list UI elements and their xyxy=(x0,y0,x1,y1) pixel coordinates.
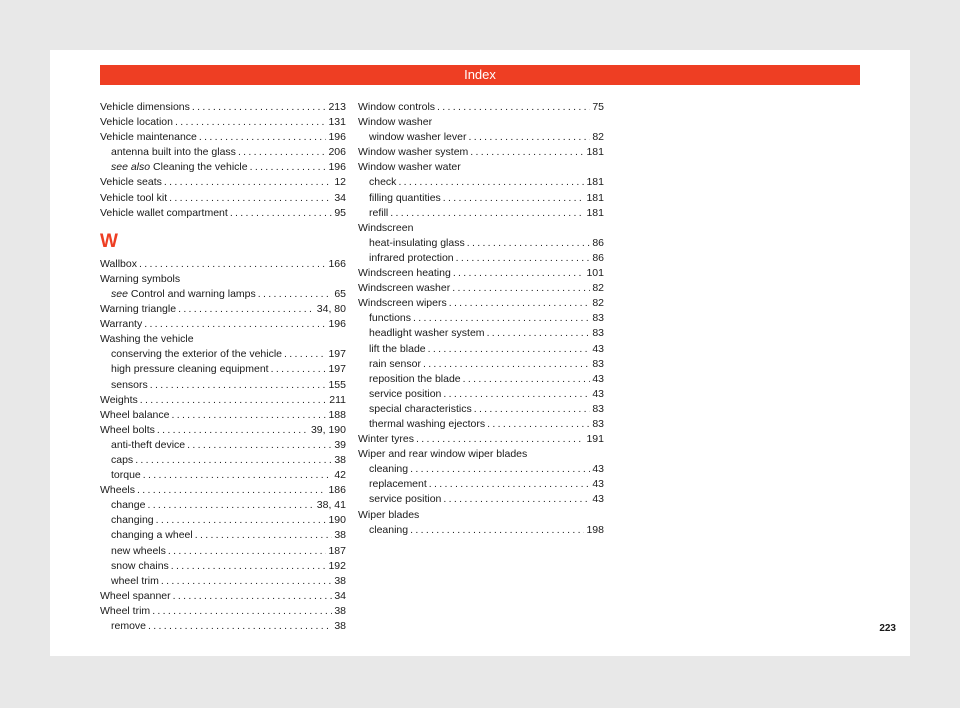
index-subentry xyxy=(358,251,604,266)
see-reference: see also xyxy=(111,161,151,174)
index-entry xyxy=(100,408,346,423)
dot-leader xyxy=(168,544,327,559)
entry-term-text: window washer lever xyxy=(369,131,467,144)
index-heading: Windscreen xyxy=(358,221,414,234)
section-letter: W xyxy=(100,230,118,252)
entry-term xyxy=(111,513,154,528)
index-subentry xyxy=(100,287,346,302)
entry-term-text: Winter tyres xyxy=(358,433,415,446)
entry-term-text: Vehicle location xyxy=(100,116,173,129)
entry-term-text: new wheels xyxy=(111,544,166,557)
index-subentry xyxy=(100,145,346,160)
dot-leader xyxy=(487,326,591,341)
dot-leader xyxy=(150,378,327,393)
entry-term xyxy=(111,378,148,393)
entry-term-text: special characteristics xyxy=(369,402,472,415)
entry-page-ref: 181 xyxy=(586,206,604,219)
entry-term xyxy=(100,100,190,115)
dot-leader xyxy=(171,559,327,574)
entry-term-text: headlight washer system xyxy=(369,327,485,340)
index-entry xyxy=(358,145,604,160)
entry-page-ref: 197 xyxy=(328,348,346,361)
index-column-right xyxy=(358,100,604,538)
entry-term-text: anti-theft device xyxy=(111,438,186,451)
entry-term-text: sensors xyxy=(111,378,148,391)
index-entry xyxy=(100,100,346,115)
entry-page-ref: 211 xyxy=(329,393,346,406)
dot-leader xyxy=(144,317,326,332)
dot-leader xyxy=(474,402,591,417)
entry-term-text: check xyxy=(369,176,397,189)
index-entry xyxy=(358,266,604,281)
entry-page-ref: 181 xyxy=(586,191,604,204)
entry-page-ref: 75 xyxy=(592,101,604,113)
entry-term xyxy=(369,372,461,387)
entry-term-text: Vehicle maintenance xyxy=(100,131,197,144)
entry-term xyxy=(111,468,141,483)
index-subentry xyxy=(100,544,346,559)
entry-page-ref: 43 xyxy=(592,342,604,355)
entry-term xyxy=(111,287,256,302)
entry-page-ref: 83 xyxy=(592,312,604,325)
entry-term xyxy=(369,175,396,190)
entry-page-ref: 166 xyxy=(328,257,346,270)
entry-page-ref: 192 xyxy=(328,559,346,572)
entry-term-text: service position xyxy=(369,387,442,400)
entry-term xyxy=(100,130,197,145)
index-subentry xyxy=(358,311,604,326)
entry-term xyxy=(100,302,176,317)
dot-leader xyxy=(390,206,584,221)
entry-term xyxy=(111,619,146,634)
entry-term xyxy=(358,432,414,447)
dot-leader xyxy=(195,528,333,543)
index-entry xyxy=(100,206,346,221)
index-entry xyxy=(100,302,346,317)
index-entry xyxy=(358,281,604,296)
entry-term xyxy=(100,408,169,423)
index-subentry xyxy=(100,378,346,393)
entry-term-text: high pressure cleaning equipment xyxy=(111,363,269,376)
entry-term-text: Windscreen washer xyxy=(358,282,451,295)
entry-page-ref: 197 xyxy=(328,363,346,376)
entry-page-ref: 43 xyxy=(592,372,604,385)
dot-leader xyxy=(143,468,333,483)
dot-leader xyxy=(157,423,309,438)
index-subentry xyxy=(358,417,604,432)
index-entry xyxy=(100,483,346,498)
entry-term-text: Control and warning lamps xyxy=(127,287,256,300)
index-entry xyxy=(100,130,346,145)
entry-term-text: Vehicle wallet compartment xyxy=(100,206,228,219)
entry-term-text: Weights xyxy=(100,393,138,406)
index-entry xyxy=(100,589,346,604)
entry-term xyxy=(369,130,466,145)
index-subentry xyxy=(100,513,346,528)
entry-term xyxy=(369,417,485,432)
index-subentry xyxy=(358,326,604,341)
entry-term-text: Wheel spanner xyxy=(100,589,171,602)
entry-page-ref: 34, 80 xyxy=(316,303,346,316)
entry-term-text: cleaning xyxy=(369,523,409,536)
index-subentry xyxy=(358,357,604,372)
entry-term xyxy=(111,347,282,362)
page-number: 223 xyxy=(879,623,896,634)
dot-leader xyxy=(152,604,332,619)
entry-term-text: Cleaning the vehicle xyxy=(150,161,248,174)
dot-leader xyxy=(258,287,333,302)
entry-term xyxy=(369,251,454,266)
dot-leader xyxy=(148,619,332,634)
index-subentry xyxy=(358,342,604,357)
dot-leader xyxy=(164,175,332,190)
dot-leader xyxy=(467,236,591,251)
index-subentry xyxy=(358,462,604,477)
entry-term-text: filling quantities xyxy=(369,191,441,204)
entry-term-text: remove xyxy=(111,620,147,632)
entry-page-ref: 83 xyxy=(592,327,604,340)
entry-page-ref: 38 xyxy=(334,620,346,632)
entry-term xyxy=(100,115,173,130)
dot-leader xyxy=(443,191,585,206)
entry-page-ref: 39, 190 xyxy=(310,423,346,436)
index-subentry xyxy=(358,477,604,492)
entry-term-text: Wheels xyxy=(100,484,136,497)
index-heading: Wiper blades xyxy=(358,508,420,521)
index-heading: Wiper and rear window wiper blades xyxy=(358,448,528,461)
index-subentry xyxy=(358,372,604,387)
index-entry xyxy=(100,393,346,408)
dot-leader xyxy=(443,387,590,402)
entry-term-text: Window washer system xyxy=(358,146,469,159)
entry-page-ref: 43 xyxy=(592,478,604,491)
entry-term-text: reposition the blade xyxy=(369,372,461,385)
index-heading: Window washer xyxy=(358,116,433,129)
dot-leader xyxy=(169,191,332,206)
entry-term-text: heat-insulating glass xyxy=(369,236,465,249)
entry-term xyxy=(369,387,441,402)
entry-page-ref: 39 xyxy=(334,438,346,451)
entry-page-ref: 155 xyxy=(328,378,346,391)
entry-term-text: Warranty xyxy=(100,318,143,331)
entry-term xyxy=(111,145,236,160)
entry-term xyxy=(100,257,137,272)
index-entry xyxy=(100,191,346,206)
entry-term-text: changing xyxy=(111,514,154,527)
entry-page-ref: 83 xyxy=(592,417,604,430)
index-subentry xyxy=(100,528,346,543)
index-subentry xyxy=(358,130,604,145)
entry-page-ref: 95 xyxy=(334,206,346,219)
index-subentry xyxy=(358,206,604,221)
dot-leader xyxy=(398,175,584,190)
entry-term-text: rain sensor xyxy=(369,357,421,370)
index-subentry xyxy=(358,175,604,190)
entry-page-ref: 86 xyxy=(592,236,604,249)
entry-term xyxy=(369,342,426,357)
entry-page-ref: 38, 41 xyxy=(316,499,346,512)
entry-term-text: thermal washing ejectors xyxy=(369,417,486,430)
entry-page-ref: 83 xyxy=(592,357,604,370)
entry-term-text: caps xyxy=(111,453,134,466)
entry-term-text: changing a wheel xyxy=(111,529,193,542)
entry-term-text: antenna built into the glass xyxy=(111,146,236,159)
entry-page-ref: 206 xyxy=(328,146,346,159)
entry-page-ref: 196 xyxy=(328,131,346,144)
dot-leader xyxy=(423,357,590,372)
index-heading: Washing the vehicle xyxy=(100,333,194,346)
dot-leader xyxy=(147,498,314,513)
entry-page-ref: 213 xyxy=(328,101,346,113)
entry-term xyxy=(111,362,269,377)
entry-term-text: Wheel trim xyxy=(100,604,151,617)
entry-page-ref: 86 xyxy=(592,251,604,264)
index-subentry xyxy=(100,160,346,175)
entry-term xyxy=(100,206,228,221)
dot-leader xyxy=(137,483,326,498)
entry-term-text: Warning triangle xyxy=(100,303,177,316)
entry-page-ref: 38 xyxy=(334,529,346,542)
index-subentry xyxy=(358,387,604,402)
entry-term xyxy=(358,100,435,115)
dot-leader xyxy=(250,160,327,175)
entry-page-ref: 196 xyxy=(328,318,346,331)
entry-term-text: Wallbox xyxy=(100,257,137,270)
index-heading: Window washer water xyxy=(358,161,461,174)
entry-term xyxy=(100,175,162,190)
entry-page-ref: 82 xyxy=(592,282,604,295)
entry-term xyxy=(111,160,248,175)
dot-leader xyxy=(173,589,333,604)
entry-term-text: torque xyxy=(111,469,141,482)
entry-term xyxy=(100,393,138,408)
entry-page-ref: 82 xyxy=(592,131,604,144)
entry-term-text: cleaning xyxy=(369,463,409,476)
index-subentry xyxy=(100,619,346,634)
dot-leader xyxy=(453,266,585,281)
entry-page-ref: 43 xyxy=(592,387,604,400)
entry-page-ref: 131 xyxy=(328,116,346,129)
entry-term xyxy=(369,311,411,326)
index-subentry xyxy=(358,523,604,538)
dot-leader xyxy=(187,438,332,453)
entry-term xyxy=(100,423,155,438)
entry-page-ref: 42 xyxy=(334,469,346,482)
index-subentry xyxy=(100,574,346,589)
entry-term xyxy=(111,559,169,574)
dot-leader xyxy=(284,347,326,362)
entry-term-text: Wheel balance xyxy=(100,408,170,421)
dot-leader xyxy=(238,145,327,160)
dot-leader xyxy=(178,302,315,317)
index-entry xyxy=(100,175,346,190)
entry-page-ref: 43 xyxy=(592,493,604,506)
entry-term xyxy=(369,492,441,507)
index-subentry xyxy=(100,559,346,574)
entry-term-text: Vehicle dimensions xyxy=(100,101,190,113)
entry-term-text: service position xyxy=(369,493,442,506)
dot-leader xyxy=(156,513,327,528)
dot-leader xyxy=(192,100,327,115)
entry-term xyxy=(111,453,133,468)
index-subentry xyxy=(358,236,604,251)
entry-term-text: Vehicle seats xyxy=(100,176,162,189)
dot-leader xyxy=(410,462,590,477)
dot-leader xyxy=(171,408,326,423)
entry-page-ref: 191 xyxy=(586,433,604,446)
index-entry xyxy=(100,257,346,272)
index-entry xyxy=(358,296,604,311)
entry-term-text: Vehicle tool kit xyxy=(100,191,168,204)
index-subentry xyxy=(100,498,346,513)
entry-term-text: change xyxy=(111,499,146,512)
dot-leader xyxy=(161,574,332,589)
index-entry xyxy=(100,604,346,619)
entry-page-ref: 101 xyxy=(586,267,604,280)
dot-leader xyxy=(135,453,332,468)
dot-leader xyxy=(175,115,327,130)
entry-term xyxy=(369,402,472,417)
entry-term-text: replacement xyxy=(369,478,427,491)
entry-page-ref: 198 xyxy=(586,523,604,536)
entry-term-text: Windscreen wipers xyxy=(358,297,447,310)
entry-term-text: Window controls xyxy=(358,101,436,113)
index-subentry xyxy=(100,362,346,377)
entry-term xyxy=(111,438,185,453)
entry-page-ref: 34 xyxy=(334,191,346,204)
index-title: Index xyxy=(464,67,496,82)
entry-term-text: refill xyxy=(369,206,389,219)
entry-term-text: Wheel bolts xyxy=(100,423,155,436)
dot-leader xyxy=(468,130,590,145)
entry-term xyxy=(358,145,468,160)
dot-leader xyxy=(230,206,333,221)
index-entry xyxy=(358,100,604,115)
entry-term xyxy=(369,523,408,538)
entry-term-text: lift the blade xyxy=(369,342,426,355)
entry-page-ref: 83 xyxy=(592,402,604,415)
entry-page-ref: 188 xyxy=(328,408,346,421)
entry-page-ref: 181 xyxy=(586,176,604,189)
dot-leader xyxy=(437,100,590,115)
entry-term xyxy=(100,483,135,498)
entry-page-ref: 38 xyxy=(334,574,346,587)
entry-term xyxy=(100,191,167,206)
entry-page-ref: 38 xyxy=(334,453,346,466)
index-page xyxy=(50,50,910,656)
entry-page-ref: 34 xyxy=(334,589,346,602)
index-subentry xyxy=(358,492,604,507)
dot-leader xyxy=(271,362,327,377)
index-subentry xyxy=(100,453,346,468)
entry-term xyxy=(369,462,408,477)
entry-page-ref: 12 xyxy=(334,176,346,189)
entry-page-ref: 186 xyxy=(328,484,346,497)
entry-term xyxy=(100,589,171,604)
dot-leader xyxy=(429,477,591,492)
entry-page-ref: 196 xyxy=(328,161,346,174)
entry-term xyxy=(111,574,159,589)
entry-term-text: Windscreen heating xyxy=(358,267,451,280)
dot-leader xyxy=(199,130,327,145)
dot-leader xyxy=(410,523,584,538)
index-heading: Warning symbols xyxy=(100,272,181,285)
dot-leader xyxy=(463,372,591,387)
entry-term xyxy=(369,191,441,206)
entry-page-ref: 38 xyxy=(334,604,346,617)
dot-leader xyxy=(443,492,590,507)
index-subentry xyxy=(100,468,346,483)
dot-leader xyxy=(416,432,584,447)
entry-page-ref: 187 xyxy=(328,544,346,557)
entry-term-text: functions xyxy=(369,312,412,325)
dot-leader xyxy=(456,251,591,266)
entry-term xyxy=(111,498,145,513)
dot-leader xyxy=(413,311,590,326)
dot-leader xyxy=(449,296,591,311)
dot-leader xyxy=(140,393,328,408)
index-column-left xyxy=(100,100,346,634)
entry-term xyxy=(369,357,421,372)
entry-term xyxy=(100,317,142,332)
entry-term xyxy=(111,544,166,559)
entry-term xyxy=(369,326,485,341)
index-header-bar xyxy=(100,65,860,85)
dot-leader xyxy=(487,417,590,432)
index-entry xyxy=(100,317,346,332)
dot-leader xyxy=(428,342,591,357)
entry-page-ref: 190 xyxy=(328,514,346,527)
entry-page-ref: 43 xyxy=(592,463,604,476)
dot-leader xyxy=(452,281,590,296)
dot-leader xyxy=(470,145,584,160)
entry-term xyxy=(358,266,451,281)
index-subentry xyxy=(100,438,346,453)
entry-term xyxy=(369,206,388,221)
index-entry xyxy=(100,423,346,438)
entry-term-text: snow chains xyxy=(111,559,169,572)
index-subentry xyxy=(358,191,604,206)
index-subentry xyxy=(358,402,604,417)
see-reference: see xyxy=(111,287,128,300)
entry-term-text: wheel trim xyxy=(111,574,159,587)
entry-page-ref: 82 xyxy=(592,297,604,310)
entry-page-ref: 181 xyxy=(586,146,604,159)
entry-term-text: conserving the exterior of the vehicle xyxy=(111,348,283,361)
index-subentry xyxy=(100,347,346,362)
entry-term xyxy=(369,477,427,492)
dot-leader xyxy=(139,257,327,272)
entry-term xyxy=(358,296,447,311)
entry-term xyxy=(369,236,465,251)
entry-term xyxy=(111,528,193,543)
entry-term xyxy=(358,281,450,296)
index-entry xyxy=(100,115,346,130)
entry-page-ref: 65 xyxy=(334,287,346,300)
entry-term xyxy=(100,604,150,619)
entry-term-text: infrared protection xyxy=(369,251,454,264)
index-entry xyxy=(358,432,604,447)
